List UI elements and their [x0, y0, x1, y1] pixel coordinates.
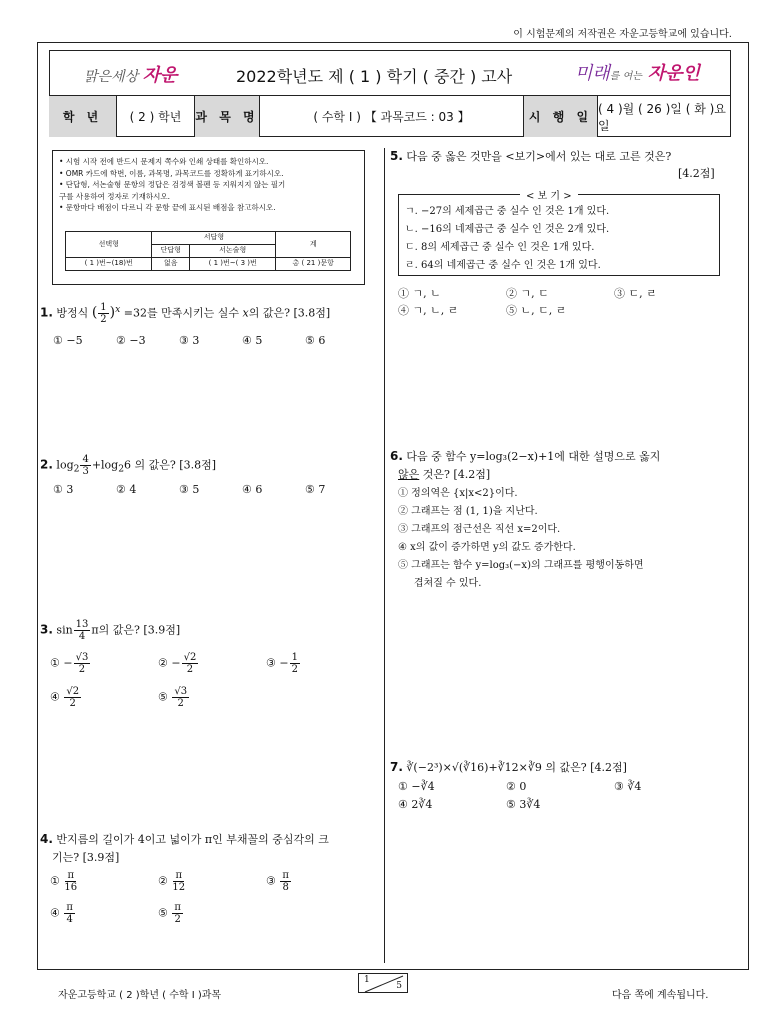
- option[interactable]: ④ 6: [242, 483, 263, 496]
- table-cell: 없음: [152, 258, 189, 271]
- question-number: 3.: [40, 622, 53, 637]
- table-header: 단답형: [152, 245, 189, 258]
- q3-option-2[interactable]: ② − $\frac{√2}{2}$: [158, 652, 197, 675]
- instructions-box: [52, 150, 365, 285]
- footer-rule: [37, 969, 749, 970]
- notice-line: • 단답형, 서논술형 문항의 정답은 검정색 볼펜 등 지워지지 않는 필기: [59, 180, 286, 189]
- question-6: [390, 449, 660, 464]
- option[interactable]: ⑤ 7: [305, 483, 326, 496]
- option[interactable]: ⑤ 6: [305, 334, 326, 347]
- option[interactable]: ④ x의 값이 증가하면 y의 값도 증가한다.: [398, 542, 576, 553]
- q7-options-row2: [398, 798, 718, 811]
- page-indicator: [358, 973, 408, 993]
- question-5: [390, 149, 671, 164]
- table-cell: 총 ( 21 )문항: [276, 258, 351, 271]
- logo-name: 자운: [142, 65, 178, 86]
- option[interactable]: ③ ㄷ, ㄹ: [614, 287, 657, 300]
- table-header: 서답형: [152, 232, 276, 245]
- question-text: sin: [56, 623, 73, 637]
- question-text: 다음 중 함수 y=log₃(2−x)+1에 대한 설명으로 옳지: [406, 450, 661, 463]
- school-logo-right: [575, 59, 700, 85]
- option[interactable]: ③ 3: [179, 334, 200, 347]
- q3-option-3[interactable]: ③ − $\frac{1}{2}$: [266, 652, 298, 675]
- question-type-table: [65, 231, 351, 271]
- option[interactable]: ④ ㄱ, ㄴ, ㄹ: [398, 304, 459, 317]
- question-text: +log: [91, 458, 119, 472]
- copyright-notice: 이 시험문제의 저작권은 자운고등학교에 있습니다.: [513, 29, 732, 40]
- bogi-item: ㄹ. 64의 네제곱근 중 실수 인 것은 1개 있다.: [405, 260, 601, 271]
- question-3: 3. sin $\frac{13}{4}$ π의 값은? [3.9점]: [40, 619, 181, 642]
- question-text: π의 값은? [3.9점]: [91, 623, 181, 637]
- bogi-box: [398, 194, 720, 276]
- question-number: 2.: [40, 457, 53, 472]
- q5-options-row2: [398, 302, 718, 318]
- question-1: 1. 방정식 ( $\frac{1}{2}$ )$^x$ =32를 만족시키는 실수 x의 값은? [3.8점]: [40, 302, 331, 326]
- q4-option-2[interactable]: ② $\frac{\pi}{12}$: [158, 870, 186, 893]
- option[interactable]: ⑤ 3∛4: [506, 798, 541, 811]
- grade-value: ( 2 ) 학년: [117, 96, 195, 137]
- option[interactable]: ③ ∛4: [614, 780, 642, 793]
- q3-option-1[interactable]: ① − $\frac{√3}{2}$: [50, 652, 89, 675]
- question-text: 방정식: [56, 306, 89, 320]
- page-current: 1: [364, 975, 370, 985]
- emphasis-text: 않은: [398, 468, 420, 481]
- date-value: ( 4 )월 ( 26 )일 ( 화 )요일: [598, 101, 726, 133]
- option[interactable]: ③ 5: [179, 483, 200, 496]
- table-header: 계: [276, 232, 351, 258]
- question-4: [40, 832, 329, 847]
- logo-name-right: 자운인: [647, 63, 700, 84]
- variable: x: [242, 306, 249, 320]
- q2-options: [53, 483, 353, 496]
- option[interactable]: ① −5: [53, 334, 83, 347]
- option[interactable]: ① 정의역은 {x|x<2}이다.: [398, 488, 518, 499]
- option[interactable]: ④ 2∛4: [398, 798, 433, 811]
- q4-option-3[interactable]: ③ $\frac{\pi}{8}$: [266, 870, 289, 893]
- question-number: 4.: [40, 832, 53, 846]
- logo-slogan-2: 를 여는: [609, 71, 642, 82]
- q1-options: [53, 334, 353, 347]
- option[interactable]: ① ㄱ, ㄴ: [398, 287, 441, 300]
- subject-value: ( 수학 I ) 【 과목코드 : 03 】: [260, 96, 524, 137]
- table-cell: ( 1 )번~( 3 )번: [189, 258, 275, 271]
- bogi-item: ㄷ. 8의 세제곱근 중 실수 인 것은 1개 있다.: [405, 242, 595, 253]
- school-logo-left: [84, 61, 177, 87]
- option[interactable]: ② 그래프는 점 (1, 1)을 지난다.: [398, 506, 538, 517]
- question-text: 다음 중 옳은 것만을 <보기>에서 있는 대로 고른 것은?: [406, 150, 672, 163]
- notice-line: • 문항마다 배점이 다르니 각 문항 끝에 표시된 배점을 참고하시오.: [59, 203, 276, 212]
- question-text: =32를 만족시키는 실수: [123, 306, 240, 320]
- option-continuation: 겹쳐질 수 있다.: [398, 578, 482, 589]
- question-4-line2: 기는? [3.9점]: [52, 851, 120, 864]
- option[interactable]: ② ㄱ, ㄷ: [506, 287, 549, 300]
- header-info-row: [49, 96, 731, 137]
- q4-option-5[interactable]: ⑤ $\frac{\pi}{2}$: [158, 902, 181, 925]
- question-text: 6 의 값은? [3.8점]: [124, 458, 217, 472]
- bogi-item: ㄴ. −16의 네제곱근 중 실수 인 것은 2개 있다.: [405, 224, 610, 235]
- date-label: 시 행 일: [524, 96, 598, 137]
- question-number: 6.: [390, 449, 403, 463]
- option[interactable]: ② −3: [116, 334, 146, 347]
- grade-label: 학 년: [49, 96, 117, 137]
- q4-option-4[interactable]: ④ $\frac{\pi}{4}$: [50, 902, 73, 925]
- page-total: 5: [396, 981, 402, 991]
- table-header: 서논술형: [189, 245, 275, 258]
- option[interactable]: ① −∛4: [398, 780, 435, 793]
- q3-option-4[interactable]: ④ $\frac{√2}{2}$: [50, 686, 80, 709]
- footer-school-info: 자운고등학교 ( 2 )학년 ( 수학 I )과목: [58, 990, 222, 1001]
- question-text: ∛(−2³)×√(∛16)+∛12×∛9 의 값은? [4.2점]: [406, 761, 627, 774]
- question-text: log: [56, 458, 74, 472]
- question-5-points: [4.2점]: [678, 167, 715, 180]
- notice-line: • 시험 시작 전에 반드시 문제지 쪽수와 인쇄 상태를 확인하시오.: [59, 157, 269, 166]
- column-divider: [384, 148, 385, 963]
- question-text: 반지름의 길이가 4이고 넓이가 π인 부채꼴의 중심각의 크: [56, 833, 329, 846]
- question-number: 7.: [390, 760, 403, 774]
- footer-continue-note: 다음 쪽에 계속됩니다.: [612, 990, 709, 1001]
- question-text: 것은? [4.2점]: [419, 468, 491, 481]
- option[interactable]: ⑤ ㄴ, ㄷ, ㄹ: [506, 304, 567, 317]
- notice-line: • OMR 카드에 학번, 이름, 과목명, 과목코드를 정확하게 표기하시오.: [59, 168, 284, 178]
- notice-line: 구를 사용하여 정자로 기재하시오.: [59, 191, 170, 201]
- question-number: 1.: [40, 305, 53, 320]
- option[interactable]: ① 3: [53, 483, 74, 496]
- question-7: [390, 760, 627, 775]
- bogi-item: ㄱ. −27의 세제곱근 중 실수 인 것은 1개 있다.: [405, 206, 610, 217]
- question-text: 의 값은? [3.8점]: [248, 306, 331, 320]
- table-cell: ( 1 )번~(18)번: [66, 258, 152, 271]
- question-6-line2: [398, 467, 490, 482]
- option[interactable]: ⑤ 그래프는 함수 y=log₃(−x)의 그래프를 평행이동하면: [398, 560, 644, 571]
- logo-slogan-1: 미래: [575, 63, 610, 84]
- question-number: 5.: [390, 149, 403, 163]
- subject-label: 과 목 명: [195, 96, 260, 137]
- q4-option-1[interactable]: ① $\frac{\pi}{16}$: [50, 870, 78, 893]
- question-2: 2. $\log_2$ $\frac{4}{3}$ $+\log_26$ 의 값은? [3.8점]: [40, 454, 217, 477]
- option[interactable]: ② 0: [506, 780, 527, 793]
- bogi-title: < 보 기 >: [520, 187, 578, 202]
- q3-option-5[interactable]: ⑤ $\frac{√3}{2}$: [158, 686, 188, 709]
- option[interactable]: ② 4: [116, 483, 137, 496]
- exam-title: 2022학년도 제 ( 1 ) 학기 ( 중간 ) 고사: [236, 67, 513, 86]
- q6-options: [398, 485, 644, 593]
- option[interactable]: ③ 그래프의 점근선은 직선 x=2이다.: [398, 524, 561, 535]
- table-header: 선택형: [66, 232, 152, 258]
- q5-options-row1: [398, 285, 718, 301]
- q7-options-row1: [398, 780, 718, 793]
- option[interactable]: ④ 5: [242, 334, 263, 347]
- logo-slogan: 맑은세상: [84, 69, 139, 85]
